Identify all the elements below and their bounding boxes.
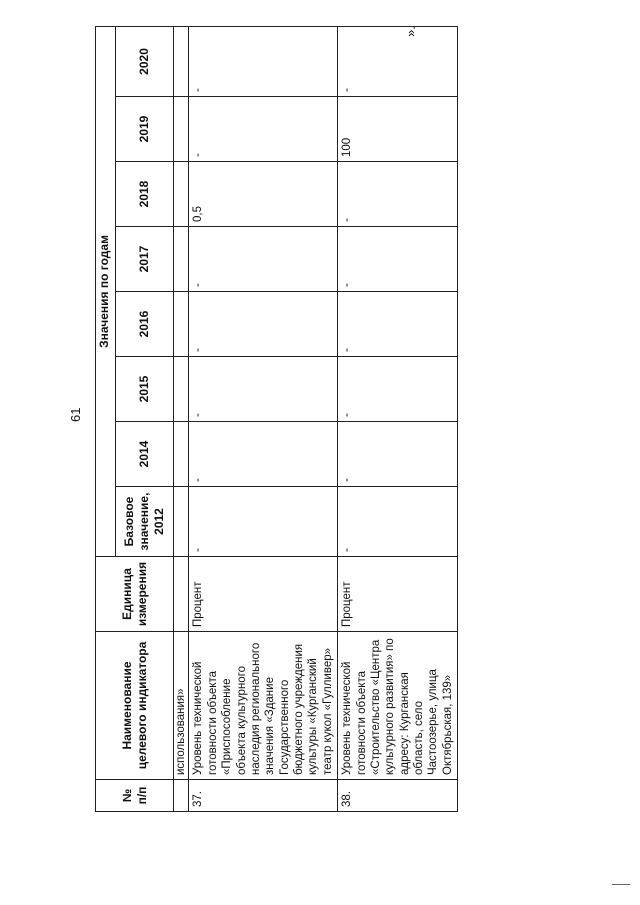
row-value-2019: 100 [338, 97, 458, 162]
row-num: 38. [338, 780, 458, 812]
page-number: 61 [68, 407, 83, 422]
row-value-2018: - [338, 162, 458, 227]
header-values-by-year: Значения по годам [96, 26, 116, 556]
header-year-2016: 2016 [116, 292, 174, 357]
row-indicator-name: Уровень технической готовности объекта «Приспособление объекта культурного наследия регионального значения «Здание Государственного бюджетного учреждения культуры «Курганский театр кукол «Гулливер» [189, 632, 338, 780]
header-num: № п/п [96, 780, 174, 812]
row-value-2014: - [189, 422, 338, 487]
continuation-row [174, 26, 189, 811]
header-row-top [96, 26, 116, 811]
header-year-2017: 2017 [116, 227, 174, 292]
row-value-2015: - [189, 357, 338, 422]
row-indicator-name: Уровень технической готовности объекта «Строительство «Центра культурного развития» по адресу: Курганская область, село Частоозерье, улица Октябрьская, 139» [338, 632, 458, 780]
indicator-table [95, 26, 458, 812]
row-value-2017: - [189, 227, 338, 292]
indicator-table-container [95, 27, 454, 812]
row-unit: Процент [189, 557, 338, 632]
row-value-2020: - [189, 26, 338, 96]
row-base-value: - [338, 487, 458, 557]
header-year-2014: 2014 [116, 422, 174, 487]
row-num: 37. [189, 780, 338, 812]
row-value-2016: - [189, 292, 338, 357]
scan-corner-mark [612, 884, 630, 885]
table-row [189, 26, 338, 811]
header-unit: Единица измерения [96, 557, 174, 632]
continuation-num-cell [174, 780, 189, 812]
row-value-2018: 0,5 [189, 162, 338, 227]
row-unit: Процент [338, 557, 458, 632]
row-value-2014: - [338, 422, 458, 487]
row-value-2015: - [338, 357, 458, 422]
header-year-2019: 2019 [116, 97, 174, 162]
continuation-text: использования» [174, 632, 189, 780]
table-row [338, 26, 458, 811]
header-year-2015: 2015 [116, 357, 174, 422]
header-year-2018: 2018 [116, 162, 174, 227]
row-base-value: - [189, 487, 338, 557]
row-value-2019: - [189, 97, 338, 162]
closing-quote-mark: ». [402, 26, 418, 37]
header-name: Наименование целевого индикатора [96, 632, 174, 780]
row-value-2016: - [338, 292, 458, 357]
row-value-2017: - [338, 227, 458, 292]
header-year-2020: 2020 [116, 26, 174, 96]
header-base-value: Базовое значение, 2012 [116, 487, 174, 557]
row-value-2020: - [338, 26, 458, 96]
